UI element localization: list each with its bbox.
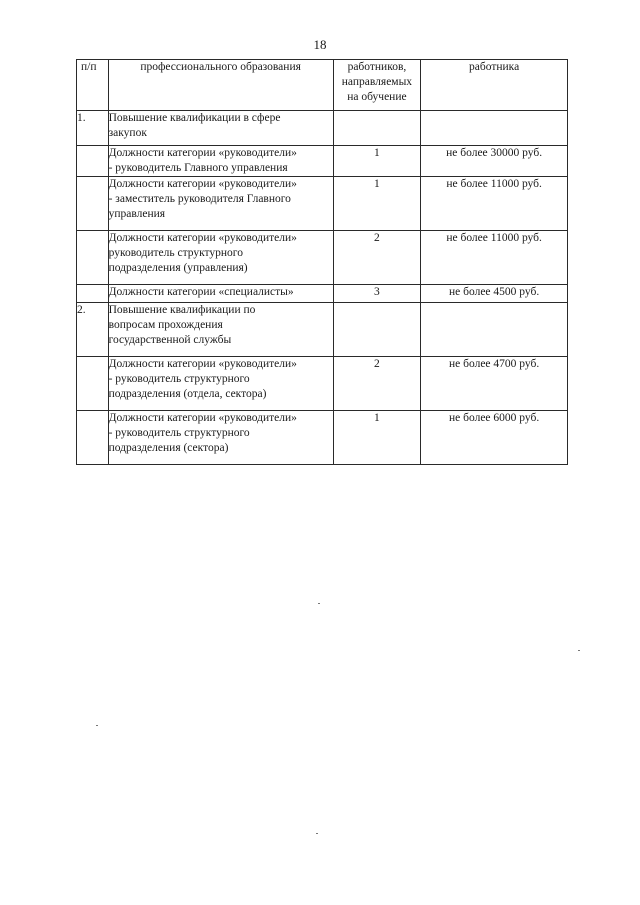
header-cost-text: работника [469, 61, 520, 73]
row-cost-text: не более 30000 руб. [446, 147, 543, 159]
table-row [77, 285, 568, 303]
scan-speck [316, 833, 318, 834]
row-name [108, 411, 333, 465]
table-row [77, 411, 568, 465]
row-cost-text: не более 11000 руб. [446, 232, 542, 244]
row-count-text: 1 [374, 178, 380, 190]
table-row [77, 231, 568, 285]
row-cost [421, 411, 568, 465]
header-num [77, 60, 109, 111]
row-name-text: Должности категории «руководители» - руководитель Главного управления [108, 147, 297, 174]
row-num-text: 2. [77, 304, 86, 316]
scan-speck [96, 725, 98, 726]
row-cost [421, 285, 568, 303]
training-cost-table [76, 59, 568, 465]
table-row [77, 357, 568, 411]
row-name-text: Должности категории «руководители» - руководитель структурного подразделения (сектора) [108, 412, 297, 454]
row-count [333, 111, 421, 146]
row-name [108, 111, 333, 146]
row-count-text: 3 [374, 286, 380, 298]
row-name-text: Должности категории «руководители» - заместитель руководителя Главного управления [108, 178, 297, 220]
row-name-text: Должности категории «руководители» - руководитель структурного подразделения (отдела, сектора) [108, 358, 297, 400]
row-num [77, 357, 109, 411]
header-cost [421, 60, 568, 111]
row-num [77, 111, 109, 146]
row-name-text: Должности категории «руководители» руководитель структурного подразделения (управления) [108, 232, 297, 274]
row-num [77, 146, 109, 177]
row-count-text: 2 [374, 358, 380, 370]
row-count [333, 411, 421, 465]
page-number: 18 [313, 37, 327, 52]
header-name-text: профессионального образования [140, 61, 301, 73]
row-cost [421, 146, 568, 177]
row-cost [421, 303, 568, 357]
row-count [333, 146, 421, 177]
row-count [333, 357, 421, 411]
table-row [77, 177, 568, 231]
row-cost [421, 231, 568, 285]
table-row [77, 146, 568, 177]
row-name [108, 357, 333, 411]
header-name [108, 60, 333, 111]
row-count [333, 231, 421, 285]
row-name [108, 285, 333, 303]
row-name-text: Повышение квалификации в сфере закупок [108, 112, 281, 139]
scan-speck [578, 650, 580, 651]
header-count [333, 60, 421, 111]
row-count-text: 1 [374, 147, 380, 159]
row-name-text: Должности категории «специалисты» [108, 286, 294, 298]
header-num-text: п/п [81, 61, 97, 73]
row-count [333, 285, 421, 303]
table-row [77, 111, 568, 146]
row-cost-text: не более 4500 руб. [449, 286, 540, 298]
row-cost [421, 111, 568, 146]
row-count-text: 2 [374, 232, 380, 244]
row-num [77, 303, 109, 357]
header-count-text: работников, направляемых на обучение [341, 61, 413, 103]
row-cost [421, 177, 568, 231]
row-num-text: 1. [77, 112, 86, 124]
row-name [108, 177, 333, 231]
row-count-text: 1 [374, 412, 380, 424]
row-name [108, 303, 333, 357]
row-cost-text: не более 11000 руб. [446, 178, 542, 190]
table-header-row [77, 60, 568, 111]
row-count [333, 177, 421, 231]
row-cost-text: не более 6000 руб. [449, 412, 540, 424]
table-row [77, 303, 568, 357]
row-num [77, 411, 109, 465]
row-cost-text: не более 4700 руб. [449, 358, 540, 370]
row-name [108, 146, 333, 177]
row-cost [421, 357, 568, 411]
row-num [77, 285, 109, 303]
row-num [77, 231, 109, 285]
row-name-text: Повышение квалификации по вопросам прохождения государственной службы [108, 304, 256, 346]
row-num [77, 177, 109, 231]
row-count [333, 303, 421, 357]
scan-speck [318, 603, 320, 604]
row-name [108, 231, 333, 285]
